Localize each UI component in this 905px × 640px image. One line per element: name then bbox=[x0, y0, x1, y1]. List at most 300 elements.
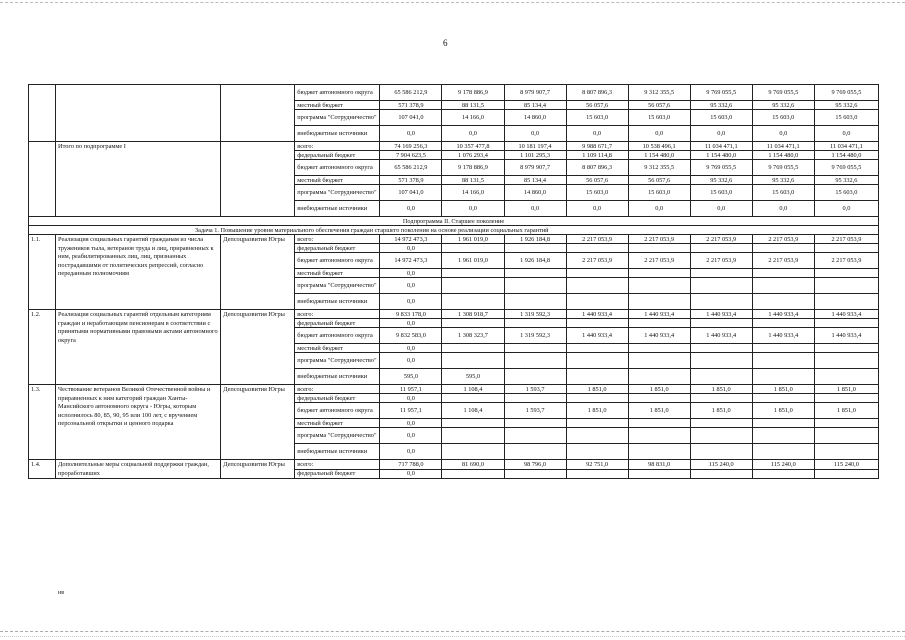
empty-cell bbox=[628, 244, 690, 253]
value-cell: 1 308 918,7 bbox=[442, 310, 504, 319]
item-number: 1.1. bbox=[29, 235, 56, 310]
source-label: всего: bbox=[295, 310, 380, 319]
value-cell: 0,0 bbox=[442, 126, 504, 142]
empty-cell bbox=[504, 278, 566, 294]
value-cell: 14 166,0 bbox=[442, 185, 504, 201]
value-cell: 1 440 933,4 bbox=[690, 328, 752, 344]
value-cell: 15 603,0 bbox=[752, 185, 814, 201]
source-label: федеральный бюджет bbox=[295, 394, 380, 403]
source-label: программа "Сотрудничество" bbox=[295, 353, 380, 369]
value-cell: 1 851,0 bbox=[690, 403, 752, 419]
value-cell: 56 057,6 bbox=[566, 176, 628, 185]
empty-cell bbox=[628, 419, 690, 428]
value-cell: 0,0 bbox=[628, 126, 690, 142]
empty-cell bbox=[752, 278, 814, 294]
value-cell: 1 440 933,4 bbox=[628, 328, 690, 344]
value-cell: 9 833 178,0 bbox=[380, 310, 442, 319]
value-cell: 2 217 053,9 bbox=[566, 235, 628, 244]
empty-cell bbox=[752, 269, 814, 278]
value-cell: 1 851,0 bbox=[814, 403, 878, 419]
value-cell: 1 961 019,0 bbox=[442, 253, 504, 269]
value-cell: 1 154 480,0 bbox=[690, 151, 752, 160]
source-label: местный бюджет bbox=[295, 269, 380, 278]
value-cell: 717 788,0 bbox=[380, 460, 442, 470]
value-cell: 15 603,0 bbox=[690, 110, 752, 126]
empty-cell bbox=[690, 419, 752, 428]
value-cell: 1 851,0 bbox=[814, 385, 878, 394]
value-cell: 0,0 bbox=[380, 294, 442, 310]
table-row bbox=[29, 217, 879, 226]
num-cell bbox=[29, 85, 56, 142]
value-cell: 95 332,6 bbox=[752, 176, 814, 185]
value-cell: 1 851,0 bbox=[690, 385, 752, 394]
value-cell: 9 769 055,5 bbox=[752, 85, 814, 101]
value-cell: 98 831,0 bbox=[628, 460, 690, 470]
empty-cell bbox=[504, 428, 566, 444]
empty-cell bbox=[566, 278, 628, 294]
value-cell: 15 603,0 bbox=[752, 110, 814, 126]
value-cell: 11 034 471,1 bbox=[814, 142, 878, 151]
value-cell: 0,0 bbox=[380, 444, 442, 460]
value-cell: 9 769 055,5 bbox=[690, 85, 752, 101]
value-cell: 1 308 323,7 bbox=[442, 328, 504, 344]
value-cell: 9 832 583,0 bbox=[380, 328, 442, 344]
value-cell: 11 034 471,1 bbox=[690, 142, 752, 151]
empty-cell bbox=[566, 469, 628, 479]
empty-cell bbox=[628, 294, 690, 310]
value-cell: 1 851,0 bbox=[566, 385, 628, 394]
value-cell: 15 603,0 bbox=[566, 185, 628, 201]
value-cell: 0,0 bbox=[814, 126, 878, 142]
value-cell: 9 178 886,9 bbox=[442, 160, 504, 176]
empty-cell bbox=[566, 394, 628, 403]
value-cell: 8 807 896,3 bbox=[566, 85, 628, 101]
value-cell: 1 154 480,0 bbox=[752, 151, 814, 160]
item-number: 1.2. bbox=[29, 310, 56, 385]
value-cell: 0,0 bbox=[566, 201, 628, 217]
empty-cell bbox=[628, 469, 690, 479]
value-cell: 9 769 055,5 bbox=[814, 160, 878, 176]
empty-cell bbox=[442, 269, 504, 278]
empty-cell bbox=[566, 369, 628, 385]
item-name: Реализация социальных гарантий гражданам из числа тружеников тыла, ветеранов труда и лиц, приравненных к ним, реабилитированных лиц, лиц, признанных пострадавшими от политических репрессий, согласно переданным полномочиям bbox=[56, 235, 221, 310]
empty-cell bbox=[442, 419, 504, 428]
value-cell: 95 332,6 bbox=[752, 101, 814, 110]
source-label: федеральный бюджет bbox=[295, 469, 380, 479]
value-cell: 9 178 886,9 bbox=[442, 85, 504, 101]
value-cell: 9 769 055,5 bbox=[690, 160, 752, 176]
empty-cell bbox=[690, 394, 752, 403]
empty-cell bbox=[628, 369, 690, 385]
value-cell: 1 109 114,8 bbox=[566, 151, 628, 160]
source-label: бюджет автономного округа bbox=[295, 253, 380, 269]
empty-cell bbox=[690, 294, 752, 310]
source-label: бюджет автономного округа bbox=[295, 85, 380, 101]
value-cell: 10 357 477,8 bbox=[442, 142, 504, 151]
value-cell: 1 851,0 bbox=[752, 403, 814, 419]
subtotal-label: Итого по подпрограмме I bbox=[56, 142, 221, 217]
source-label: федеральный бюджет bbox=[295, 151, 380, 160]
empty-cell bbox=[814, 294, 878, 310]
task-header: Задача 1. Повышение уровня материального обеспечения граждан старшего поколения на основе реализации социальных гарантий bbox=[29, 226, 879, 235]
empty-cell bbox=[752, 444, 814, 460]
item-name: Чествование ветеранов Великой Отечественной войны и приравненных к ним категорий граждан Ханты-Мансийского автономного округа - Югры, которым исполнилось 80, 85, 90, 95 или 100 лет, с вручением персональной открытки и ценного подарка bbox=[56, 385, 221, 460]
empty-cell bbox=[566, 428, 628, 444]
source-label: местный бюджет bbox=[295, 344, 380, 353]
num-cell bbox=[29, 142, 56, 217]
value-cell: 0,0 bbox=[380, 126, 442, 142]
empty-cell bbox=[504, 369, 566, 385]
value-cell: 9 769 055,5 bbox=[752, 160, 814, 176]
table-row bbox=[29, 226, 879, 235]
empty-cell bbox=[814, 369, 878, 385]
value-cell: 81 690,0 bbox=[442, 460, 504, 470]
name-cell bbox=[56, 85, 221, 142]
value-cell: 1 593,7 bbox=[504, 403, 566, 419]
empty-cell bbox=[814, 319, 878, 328]
empty-cell bbox=[814, 394, 878, 403]
source-label: программа "Сотрудничество" bbox=[295, 110, 380, 126]
value-cell: 15 603,0 bbox=[814, 110, 878, 126]
value-cell: 95 332,6 bbox=[814, 176, 878, 185]
value-cell: 0,0 bbox=[628, 201, 690, 217]
value-cell: 2 217 053,9 bbox=[814, 235, 878, 244]
value-cell: 0,0 bbox=[380, 419, 442, 428]
value-cell: 11 957,1 bbox=[380, 385, 442, 394]
source-label: бюджет автономного округа bbox=[295, 160, 380, 176]
value-cell: 1 076 293,4 bbox=[442, 151, 504, 160]
value-cell: 14 166,0 bbox=[442, 110, 504, 126]
empty-cell bbox=[814, 353, 878, 369]
value-cell: 1 440 933,4 bbox=[752, 310, 814, 319]
page-number: 6 bbox=[443, 38, 448, 48]
empty-cell bbox=[504, 319, 566, 328]
empty-cell bbox=[814, 469, 878, 479]
empty-cell bbox=[628, 319, 690, 328]
value-cell: 571 378,9 bbox=[380, 101, 442, 110]
value-cell: 1 108,4 bbox=[442, 403, 504, 419]
empty-cell bbox=[814, 278, 878, 294]
empty-cell bbox=[752, 319, 814, 328]
value-cell: 0,0 bbox=[380, 269, 442, 278]
value-cell: 65 586 212,9 bbox=[380, 85, 442, 101]
item-executor: Депсоцразвития Югры bbox=[221, 460, 295, 479]
source-label: внебюджетные источники bbox=[295, 294, 380, 310]
source-label: внебюджетные источники bbox=[295, 201, 380, 217]
value-cell: 2 217 053,9 bbox=[628, 235, 690, 244]
empty-cell bbox=[752, 419, 814, 428]
value-cell: 0,0 bbox=[690, 201, 752, 217]
source-label: всего: bbox=[295, 385, 380, 394]
empty-cell bbox=[814, 419, 878, 428]
value-cell: 14 860,0 bbox=[504, 185, 566, 201]
empty-cell bbox=[628, 278, 690, 294]
empty-cell bbox=[690, 319, 752, 328]
empty-cell bbox=[690, 344, 752, 353]
source-label: программа "Сотрудничество" bbox=[295, 185, 380, 201]
source-label: программа "Сотрудничество" bbox=[295, 278, 380, 294]
empty-cell bbox=[566, 244, 628, 253]
empty-cell bbox=[442, 344, 504, 353]
empty-cell bbox=[566, 319, 628, 328]
item-executor: Депсоцразвития Югры bbox=[221, 310, 295, 385]
value-cell: 65 586 212,9 bbox=[380, 160, 442, 176]
value-cell: 8 807 896,3 bbox=[566, 160, 628, 176]
empty-cell bbox=[752, 369, 814, 385]
value-cell: 0,0 bbox=[380, 428, 442, 444]
value-cell: 95 332,6 bbox=[690, 176, 752, 185]
value-cell: 595,0 bbox=[442, 369, 504, 385]
empty-cell bbox=[628, 353, 690, 369]
value-cell: 95 332,6 bbox=[690, 101, 752, 110]
value-cell: 92 751,0 bbox=[566, 460, 628, 470]
source-label: местный бюджет bbox=[295, 419, 380, 428]
empty-cell bbox=[442, 294, 504, 310]
empty-cell bbox=[442, 428, 504, 444]
value-cell: 0,0 bbox=[380, 353, 442, 369]
value-cell: 115 240,0 bbox=[752, 460, 814, 470]
empty-cell bbox=[690, 353, 752, 369]
empty-cell bbox=[752, 469, 814, 479]
value-cell: 1 319 592,3 bbox=[504, 328, 566, 344]
empty-cell bbox=[814, 269, 878, 278]
empty-cell bbox=[442, 353, 504, 369]
empty-cell bbox=[628, 444, 690, 460]
source-label: федеральный бюджет bbox=[295, 319, 380, 328]
value-cell: 0,0 bbox=[380, 319, 442, 328]
source-label: всего: bbox=[295, 142, 380, 151]
empty-cell bbox=[690, 469, 752, 479]
empty-cell bbox=[504, 269, 566, 278]
empty-cell bbox=[504, 294, 566, 310]
value-cell: 88 131,5 bbox=[442, 101, 504, 110]
value-cell: 0,0 bbox=[380, 394, 442, 403]
value-cell: 85 134,4 bbox=[504, 101, 566, 110]
empty-cell bbox=[442, 444, 504, 460]
empty-cell bbox=[690, 269, 752, 278]
value-cell: 14 972 473,3 bbox=[380, 235, 442, 244]
source-label: федеральный бюджет bbox=[295, 244, 380, 253]
empty-cell bbox=[504, 244, 566, 253]
value-cell: 0,0 bbox=[380, 244, 442, 253]
source-label: бюджет автономного округа bbox=[295, 403, 380, 419]
empty-cell bbox=[442, 278, 504, 294]
empty-cell bbox=[628, 394, 690, 403]
table-row bbox=[29, 85, 879, 101]
footer-code: нв bbox=[58, 590, 65, 596]
value-cell: 0,0 bbox=[442, 201, 504, 217]
value-cell: 15 603,0 bbox=[814, 185, 878, 201]
empty-cell bbox=[628, 344, 690, 353]
value-cell: 88 131,5 bbox=[442, 176, 504, 185]
value-cell: 8 979 907,7 bbox=[504, 160, 566, 176]
value-cell: 1 593,7 bbox=[504, 385, 566, 394]
item-executor: Депсоцразвития Югры bbox=[221, 235, 295, 310]
value-cell: 2 217 053,9 bbox=[690, 253, 752, 269]
source-label: внебюджетные источники bbox=[295, 126, 380, 142]
empty-cell bbox=[814, 344, 878, 353]
value-cell: 15 603,0 bbox=[566, 110, 628, 126]
scan-edge-bottom bbox=[0, 631, 905, 637]
item-name: Дополнительные меры социальной поддержки граждан, проработавших bbox=[56, 460, 221, 479]
empty-cell bbox=[504, 444, 566, 460]
subprogram-header: Подпрограмма II. Старшее поколение bbox=[29, 217, 879, 226]
value-cell: 571 378,9 bbox=[380, 176, 442, 185]
value-cell: 1 440 933,4 bbox=[566, 310, 628, 319]
value-cell: 1 101 295,3 bbox=[504, 151, 566, 160]
item-number: 1.3. bbox=[29, 385, 56, 460]
empty-cell bbox=[752, 344, 814, 353]
budget-table-body bbox=[29, 85, 879, 479]
value-cell: 1 440 933,4 bbox=[690, 310, 752, 319]
item-executor: Депсоцразвития Югры bbox=[221, 385, 295, 460]
table-row bbox=[29, 142, 879, 151]
empty-cell bbox=[504, 353, 566, 369]
value-cell: 8 979 907,7 bbox=[504, 85, 566, 101]
value-cell: 95 332,6 bbox=[814, 101, 878, 110]
value-cell: 1 319 592,3 bbox=[504, 310, 566, 319]
value-cell: 107 041,0 bbox=[380, 110, 442, 126]
value-cell: 1 440 933,4 bbox=[814, 328, 878, 344]
empty-cell bbox=[442, 244, 504, 253]
empty-cell bbox=[690, 369, 752, 385]
value-cell: 0,0 bbox=[380, 278, 442, 294]
value-cell: 1 851,0 bbox=[752, 385, 814, 394]
empty-cell bbox=[814, 428, 878, 444]
empty-cell bbox=[504, 344, 566, 353]
value-cell: 1 961 019,0 bbox=[442, 235, 504, 244]
empty-cell bbox=[690, 428, 752, 444]
value-cell: 11 034 471,1 bbox=[752, 142, 814, 151]
empty-cell bbox=[566, 444, 628, 460]
value-cell: 9 312 355,5 bbox=[628, 160, 690, 176]
value-cell: 98 796,0 bbox=[504, 460, 566, 470]
value-cell: 1 440 933,4 bbox=[752, 328, 814, 344]
value-cell: 2 217 053,9 bbox=[752, 235, 814, 244]
table-row bbox=[29, 310, 879, 319]
empty-cell bbox=[628, 269, 690, 278]
source-label: всего: bbox=[295, 460, 380, 470]
empty-cell bbox=[442, 319, 504, 328]
value-cell: 14 860,0 bbox=[504, 110, 566, 126]
value-cell: 7 904 623,5 bbox=[380, 151, 442, 160]
value-cell: 56 057,6 bbox=[566, 101, 628, 110]
empty-cell bbox=[566, 269, 628, 278]
value-cell: 11 957,1 bbox=[380, 403, 442, 419]
value-cell: 1 154 480,0 bbox=[628, 151, 690, 160]
value-cell: 0,0 bbox=[752, 201, 814, 217]
item-name: Реализация социальных гарантий отдельным категориям граждан и неработающим пенсионерам в соответствии с принятыми нормативными правовыми актами автономного округа bbox=[56, 310, 221, 385]
source-label: местный бюджет bbox=[295, 101, 380, 110]
empty-cell bbox=[752, 353, 814, 369]
empty-cell bbox=[566, 419, 628, 428]
value-cell: 10 538 496,1 bbox=[628, 142, 690, 151]
source-label: внебюджетные источники bbox=[295, 444, 380, 460]
value-cell: 115 240,0 bbox=[690, 460, 752, 470]
value-cell: 2 217 053,9 bbox=[566, 253, 628, 269]
value-cell: 1 440 933,4 bbox=[566, 328, 628, 344]
empty-cell bbox=[566, 344, 628, 353]
empty-cell bbox=[690, 444, 752, 460]
value-cell: 14 972 473,3 bbox=[380, 253, 442, 269]
value-cell: 9 988 671,7 bbox=[566, 142, 628, 151]
value-cell: 107 041,0 bbox=[380, 185, 442, 201]
item-number: 1.4. bbox=[29, 460, 56, 479]
value-cell: 0,0 bbox=[690, 126, 752, 142]
value-cell: 595,0 bbox=[380, 369, 442, 385]
source-label: всего: bbox=[295, 235, 380, 244]
value-cell: 1 108,4 bbox=[442, 385, 504, 394]
value-cell: 0,0 bbox=[380, 469, 442, 479]
empty-cell bbox=[690, 278, 752, 294]
value-cell: 9 769 055,5 bbox=[814, 85, 878, 101]
value-cell: 2 217 053,9 bbox=[690, 235, 752, 244]
exec-cell bbox=[221, 85, 295, 142]
value-cell: 15 603,0 bbox=[628, 185, 690, 201]
value-cell: 1 926 184,8 bbox=[504, 235, 566, 244]
empty-cell bbox=[442, 394, 504, 403]
value-cell: 1 926 184,8 bbox=[504, 253, 566, 269]
value-cell: 1 851,0 bbox=[566, 403, 628, 419]
value-cell: 1 851,0 bbox=[628, 385, 690, 394]
source-label: бюджет автономного округа bbox=[295, 328, 380, 344]
exec-cell bbox=[221, 142, 295, 217]
value-cell: 15 603,0 bbox=[690, 185, 752, 201]
empty-cell bbox=[752, 428, 814, 444]
value-cell: 1 154 480,0 bbox=[814, 151, 878, 160]
empty-cell bbox=[752, 244, 814, 253]
table-row bbox=[29, 460, 879, 470]
empty-cell bbox=[504, 419, 566, 428]
value-cell: 2 217 053,9 bbox=[628, 253, 690, 269]
empty-cell bbox=[566, 353, 628, 369]
value-cell: 15 603,0 bbox=[628, 110, 690, 126]
value-cell: 2 217 053,9 bbox=[814, 253, 878, 269]
value-cell: 1 851,0 bbox=[628, 403, 690, 419]
value-cell: 0,0 bbox=[504, 126, 566, 142]
empty-cell bbox=[566, 294, 628, 310]
value-cell: 0,0 bbox=[380, 201, 442, 217]
value-cell: 115 240,0 bbox=[814, 460, 878, 470]
source-label: внебюджетные источники bbox=[295, 369, 380, 385]
table-row bbox=[29, 235, 879, 244]
value-cell: 9 312 355,5 bbox=[628, 85, 690, 101]
empty-cell bbox=[814, 444, 878, 460]
empty-cell bbox=[504, 394, 566, 403]
value-cell: 10 181 197,4 bbox=[504, 142, 566, 151]
source-label: программа "Сотрудничество" bbox=[295, 428, 380, 444]
value-cell: 85 134,4 bbox=[504, 176, 566, 185]
value-cell: 56 057,6 bbox=[628, 176, 690, 185]
empty-cell bbox=[752, 294, 814, 310]
value-cell: 2 217 053,9 bbox=[752, 253, 814, 269]
empty-cell bbox=[442, 469, 504, 479]
table-row bbox=[29, 385, 879, 394]
source-label: местный бюджет bbox=[295, 176, 380, 185]
empty-cell bbox=[690, 244, 752, 253]
empty-cell bbox=[504, 469, 566, 479]
empty-cell bbox=[628, 428, 690, 444]
value-cell: 1 440 933,4 bbox=[628, 310, 690, 319]
value-cell: 0,0 bbox=[752, 126, 814, 142]
value-cell: 0,0 bbox=[566, 126, 628, 142]
budget-table bbox=[28, 84, 879, 479]
empty-cell bbox=[814, 244, 878, 253]
value-cell: 56 057,6 bbox=[628, 101, 690, 110]
value-cell: 0,0 bbox=[504, 201, 566, 217]
value-cell: 74 169 256,3 bbox=[380, 142, 442, 151]
scan-edge-top bbox=[0, 2, 905, 5]
